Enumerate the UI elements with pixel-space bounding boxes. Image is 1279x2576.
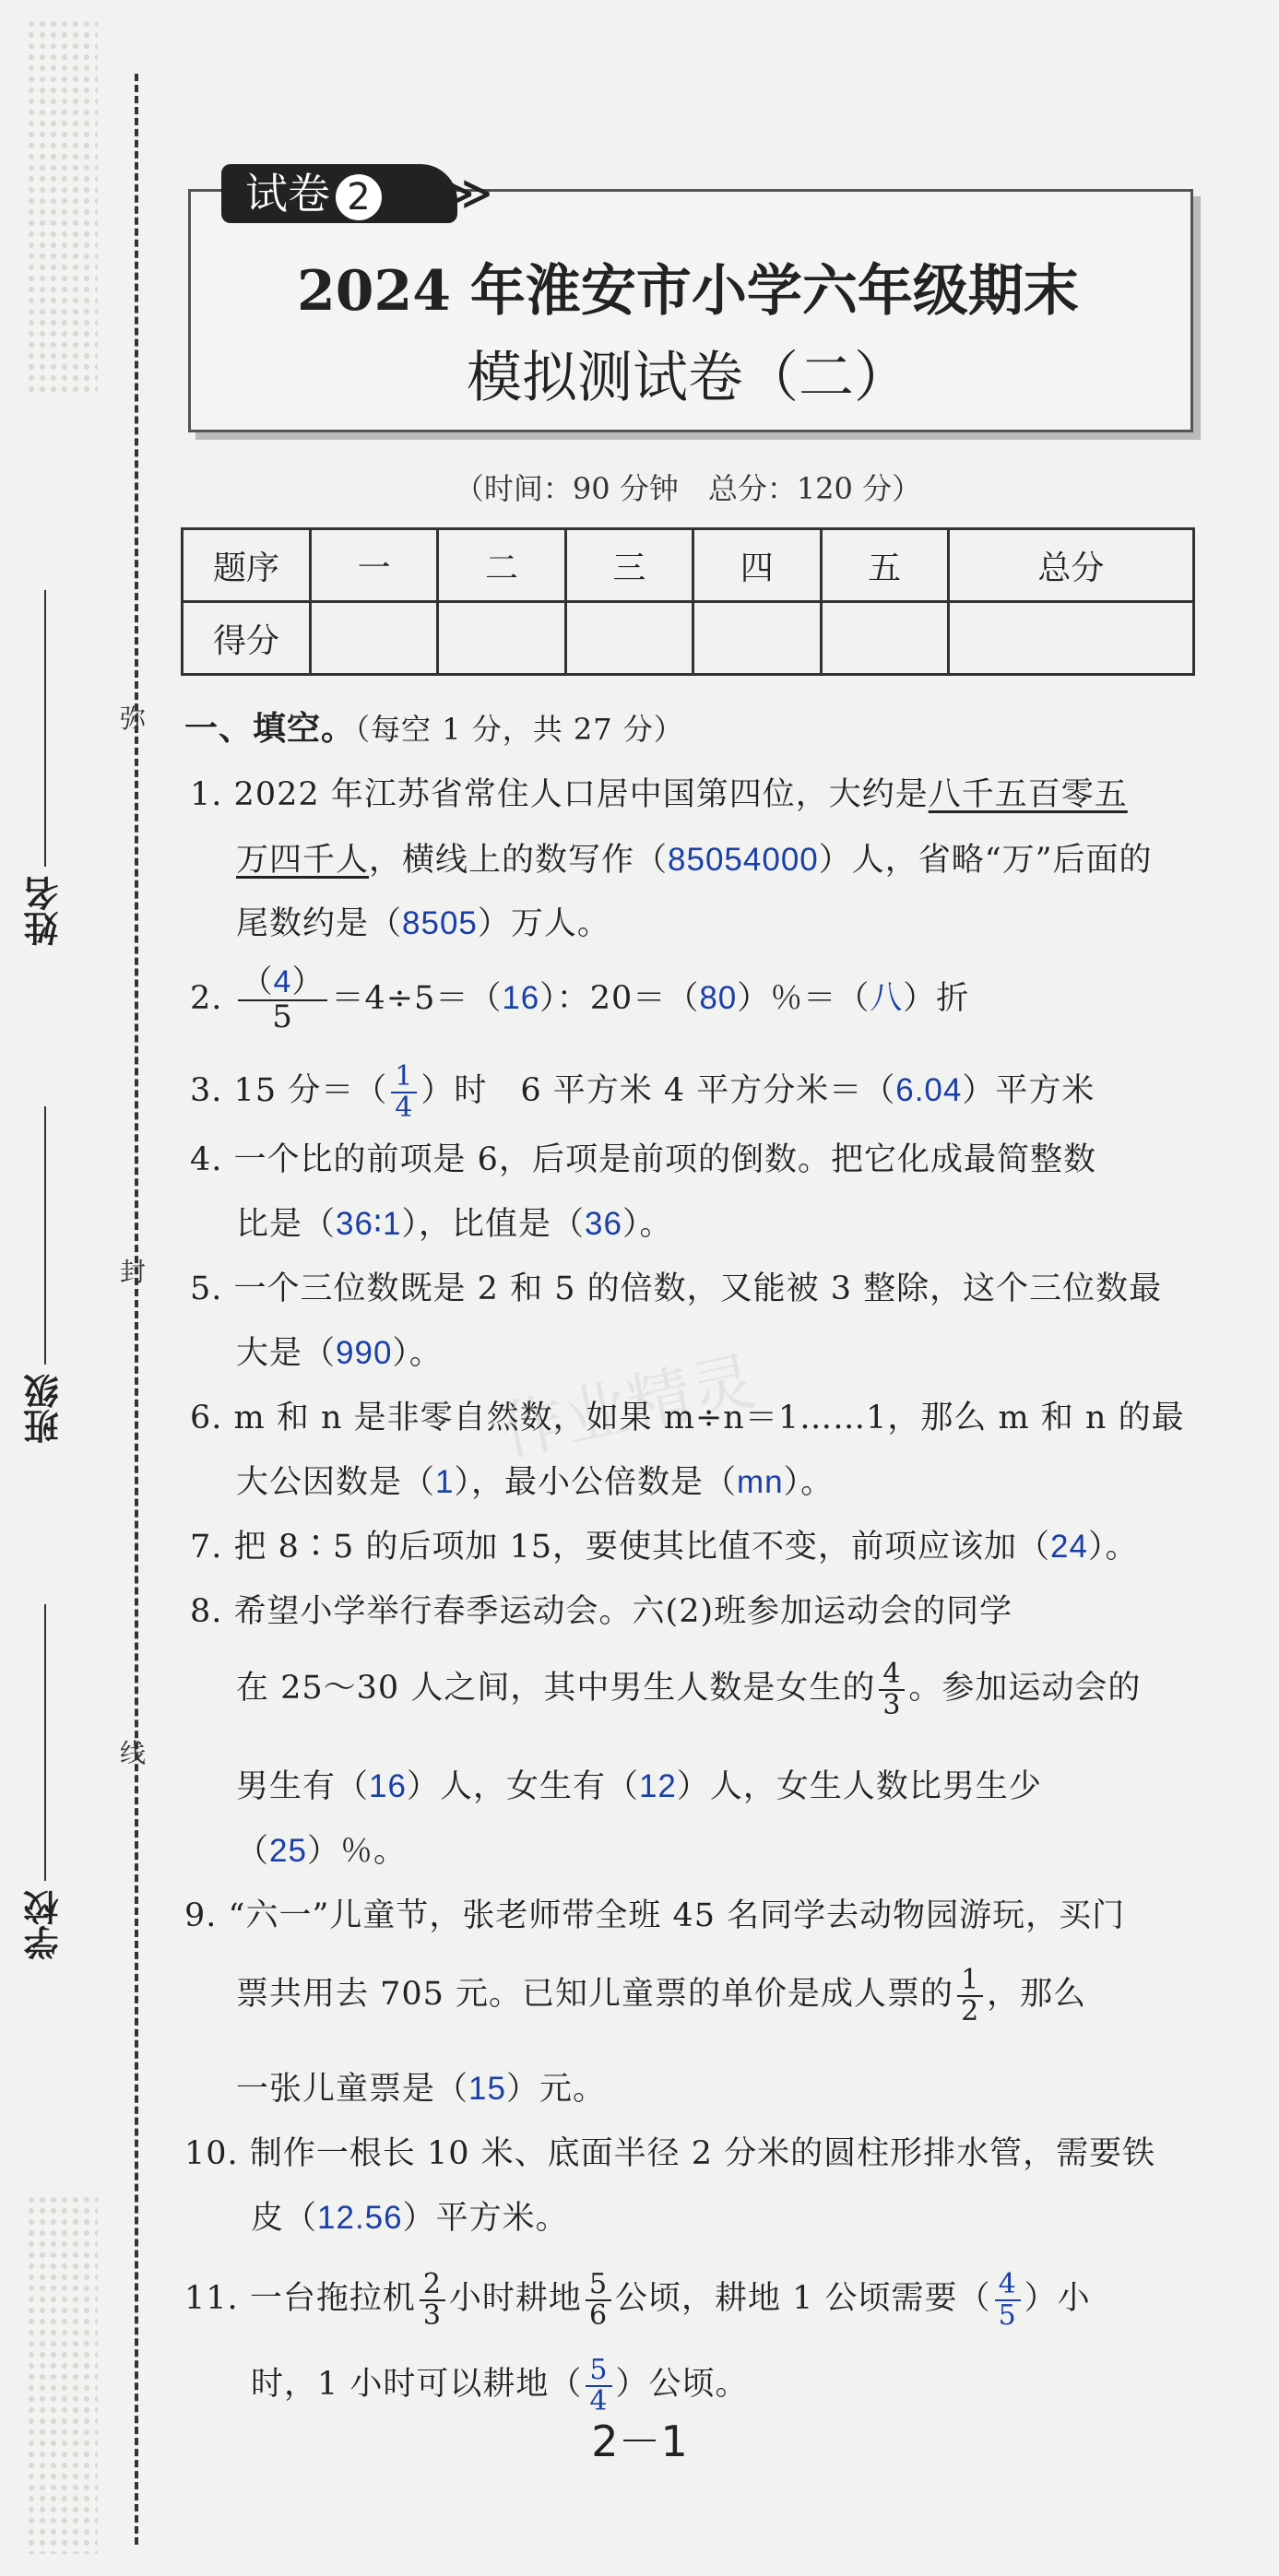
- fraction-denominator: 4: [589, 2384, 609, 2417]
- page-title-line2: 模拟测试卷（二）: [467, 346, 909, 410]
- answer-fraction: [995, 2270, 1021, 2330]
- answer: 80: [699, 980, 738, 1017]
- answer: 24: [1050, 1529, 1088, 1565]
- question-text: 大公因数是（: [236, 1464, 436, 1501]
- badge-number: 2: [336, 174, 382, 220]
- fraction-denominator: 2: [961, 1994, 980, 2027]
- question-10-line1: [184, 2128, 1155, 2174]
- question-text: 大是（: [236, 1335, 337, 1372]
- section-heading: [184, 703, 684, 750]
- class-field-label: 班级: [23, 1374, 65, 1444]
- question-text: 男生有（: [236, 1768, 370, 1805]
- question-7: [190, 1521, 1138, 1567]
- question-text: “六一”儿童节，张老师带全班 45 名同学去动物园游玩，买门: [228, 1897, 1126, 1934]
- score-cell: 三: [565, 529, 693, 602]
- fraction: [420, 2270, 445, 2330]
- question-text: ）人，女生有（: [406, 1768, 639, 1805]
- question-text: 时，1 小时可以耕地（: [251, 2366, 583, 2403]
- fraction-numerator: 1: [957, 1966, 983, 1997]
- question-text: ，横线上的数写作（: [369, 842, 669, 879]
- question-8-line1: [190, 1586, 1013, 1632]
- question-3: [190, 1062, 1095, 1122]
- answer: 12: [638, 1768, 677, 1804]
- question-9-line3: [236, 2063, 606, 2109]
- score-input-cell[interactable]: [821, 602, 948, 675]
- question-text: 把 8∶5 的后项加 15，要使其比值不变，前项应该加（: [233, 1529, 1050, 1566]
- name-field: [18, 590, 74, 977]
- question-text: 15 分＝（: [233, 1072, 388, 1109]
- question-number: 9.: [184, 1897, 218, 1934]
- question-text: 希望小学举行春季运动会。六(2)班参加运动会的同学: [233, 1593, 1013, 1630]
- question-text: ）：20＝（: [539, 980, 700, 1018]
- question-number: 7.: [190, 1529, 223, 1566]
- question-11-line2: [251, 2356, 749, 2416]
- question-number: 8.: [190, 1593, 223, 1630]
- question-4-line2: [236, 1199, 673, 1245]
- question-number: 5.: [190, 1270, 223, 1307]
- question-text: 小时耕地: [448, 2280, 582, 2317]
- class-field: [18, 1106, 74, 1494]
- question-8-line3: [236, 1761, 1042, 1807]
- question-4-line1: [190, 1134, 1096, 1180]
- question-text: 比是（: [236, 1206, 337, 1243]
- question-text: 一个比的前项是 6，后项是前项的倒数。把它化成最简整数: [233, 1141, 1096, 1178]
- question-9-line1: [184, 1890, 1125, 1936]
- question-5-line1: [190, 1263, 1162, 1309]
- question-text: 票共用去 705 元。已知儿童票的单价是成人票的: [236, 1976, 954, 2013]
- school-field: [18, 1604, 74, 1991]
- score-input-cell[interactable]: [438, 602, 565, 675]
- score-input-cell[interactable]: [693, 602, 821, 675]
- school-field-line: [44, 1604, 46, 1881]
- score-input-cell[interactable]: [948, 602, 1193, 675]
- section-note: （每空 1 分，共 27 分）: [355, 712, 684, 747]
- question-text: ，那么: [987, 1976, 1087, 2013]
- page-number: 2－1: [591, 2416, 688, 2466]
- answer: 990: [336, 1335, 393, 1371]
- fraction: [879, 1660, 905, 1719]
- question-text: ）。: [622, 1206, 673, 1243]
- page-title-line1: 2024 年淮安市小学六年级期末: [297, 259, 1079, 324]
- answer: 36: [585, 1206, 622, 1242]
- question-text: ）平方米: [962, 1072, 1095, 1109]
- score-cell: 题序: [183, 529, 311, 602]
- answer: 1: [435, 1464, 455, 1500]
- question-text: ）％＝（: [737, 980, 870, 1018]
- question-text: 皮（: [251, 2200, 318, 2237]
- answer: 八: [870, 980, 904, 1017]
- fraction-numerator: 5: [586, 2356, 611, 2387]
- school-field-label: 学校: [23, 1890, 65, 1960]
- fraction: [238, 963, 328, 1035]
- paper-badge: [221, 164, 457, 223]
- question-text: ）公顷。: [615, 2366, 749, 2403]
- seal-char-3: 线: [120, 1738, 147, 1768]
- question-text: ）。: [392, 1335, 443, 1372]
- answer-fraction: [586, 2356, 611, 2416]
- question-text: （: [236, 1833, 270, 1870]
- question-text: ）。: [1087, 1529, 1139, 1566]
- question-text: 一台拖拉机: [249, 2280, 416, 2317]
- score-cell: 五: [821, 529, 948, 602]
- binding-pattern-top: [26, 18, 98, 396]
- underlined-text: 万四千人: [236, 842, 370, 879]
- score-table-header-row: [183, 529, 1194, 602]
- score-cell: 得分: [183, 602, 311, 675]
- question-1-line1: [190, 769, 1128, 815]
- question-8-line2: [236, 1660, 1141, 1719]
- question-2: [190, 963, 970, 1035]
- question-text: 公顷，耕地 1 公顷需要（: [615, 2280, 991, 2317]
- question-text: ＝4÷5＝（: [331, 980, 503, 1018]
- question-6-line2: [236, 1457, 834, 1503]
- answer: 6.04: [895, 1072, 963, 1108]
- question-text: ）元。: [505, 2071, 606, 2108]
- answer: 4: [273, 964, 292, 999]
- question-text: 制作一根长 10 米、底面半径 2 分米的圆柱形排水管，需要铁: [249, 2135, 1156, 2172]
- question-text: ）万人。: [477, 905, 610, 942]
- question-text: ）％。: [306, 1833, 407, 1870]
- question-text: m 和 n 是非零自然数，如果 m÷n＝1……1，那么 m 和 n 的最: [233, 1400, 1185, 1436]
- score-cell: 二: [438, 529, 565, 602]
- question-number: 10.: [184, 2135, 239, 2172]
- question-6-line1: [190, 1392, 1185, 1438]
- answer: 16: [502, 980, 540, 1017]
- seal-char-2: 封: [120, 1257, 147, 1287]
- score-table: [181, 527, 1195, 676]
- answer: 36∶1: [336, 1206, 402, 1242]
- question-text: ）折: [903, 980, 970, 1018]
- question-text: ）时 6 平方米 4 平方分米＝（: [420, 1072, 896, 1109]
- question-9-line2: [236, 1966, 1086, 2026]
- question-text: 尾数约是（: [236, 905, 403, 942]
- name-field-label: 姓名: [23, 876, 65, 946]
- question-number: 11.: [184, 2280, 239, 2317]
- question-number: 1.: [190, 776, 223, 813]
- fraction-denominator: 3: [882, 1688, 902, 1721]
- fraction-numerator: 5: [586, 2270, 611, 2301]
- score-input-cell[interactable]: [565, 602, 693, 675]
- chevron-icon: ≫: [443, 166, 493, 221]
- fraction-denominator: 3: [422, 2298, 442, 2332]
- answer: 85054000: [668, 842, 819, 878]
- time-info: （时间：90 分钟 总分：120 分）: [454, 471, 922, 506]
- question-11-line1: [184, 2270, 1091, 2330]
- binding-pattern-bottom: [26, 2194, 98, 2554]
- answer-fraction: [391, 1062, 417, 1122]
- fraction-numerator: 4: [995, 2270, 1021, 2301]
- question-8-line4: [236, 1826, 407, 1872]
- question-text: 2022 年江苏省常住人口居中国第四位，大约是: [233, 776, 929, 813]
- fraction-numerator: （4）: [238, 966, 328, 1001]
- question-text: ），比值是（: [401, 1206, 586, 1243]
- score-input-cell[interactable]: [311, 602, 438, 675]
- fraction-numerator: 1: [391, 1062, 417, 1093]
- question-text: 一个三位数既是 2 和 5 的倍数，又能被 3 整除，这个三位数最: [233, 1270, 1163, 1307]
- question-number: 6.: [190, 1400, 223, 1436]
- seal-char-1: 弥: [120, 703, 147, 734]
- question-text: ）人，女生人数比男生少: [676, 1768, 1042, 1805]
- question-number: 3.: [190, 1072, 223, 1109]
- question-5-line2: [236, 1328, 443, 1374]
- question-1-line3: [236, 898, 610, 944]
- score-cell: 一: [311, 529, 438, 602]
- question-number: 2.: [190, 980, 223, 1018]
- question-1-line2: [236, 834, 1153, 880]
- class-field-line: [44, 1106, 46, 1365]
- fraction-denominator: 5: [272, 998, 293, 1035]
- fraction: [957, 1966, 983, 2026]
- answer: 15: [468, 2071, 506, 2107]
- answer: mn: [737, 1464, 784, 1500]
- fraction-denominator: 5: [998, 2298, 1017, 2332]
- score-cell: 四: [693, 529, 821, 602]
- answer: 8505: [402, 905, 478, 941]
- question-text: 一张儿童票是（: [236, 2071, 469, 2108]
- section-title: 一、填空。: [184, 710, 356, 748]
- underlined-text: 八千五百零五: [928, 776, 1128, 813]
- question-number: 4.: [190, 1141, 223, 1178]
- question-text: 。参加运动会的: [908, 1670, 1142, 1707]
- question-10-line2: [251, 2192, 569, 2239]
- badge-label: 试卷: [245, 169, 330, 219]
- name-field-line: [44, 590, 46, 867]
- answer: 12.56: [317, 2200, 403, 2236]
- answer: 25: [269, 1833, 307, 1869]
- fraction-numerator: 4: [879, 1660, 905, 1691]
- question-text: ）小: [1024, 2280, 1091, 2317]
- watermark: 作业精灵: [493, 1342, 763, 1471]
- question-text: ）。: [783, 1464, 835, 1501]
- question-text: ）人，省略“万”后面的: [818, 842, 1153, 879]
- score-table-score-row: [183, 602, 1194, 675]
- fraction-numerator: 2: [420, 2270, 445, 2301]
- question-text: 在 25～30 人之间，其中男生人数是女生的: [236, 1670, 876, 1707]
- binding-dashed-line: [135, 74, 138, 2545]
- fraction-denominator: 6: [588, 2298, 609, 2332]
- answer: 16: [369, 1768, 407, 1804]
- fraction-denominator: 4: [395, 1091, 414, 1124]
- question-text: ），最小公倍数是（: [454, 1464, 737, 1501]
- score-cell: 总分: [948, 529, 1193, 602]
- question-text: ）平方米。: [402, 2200, 569, 2237]
- fraction: [586, 2270, 611, 2330]
